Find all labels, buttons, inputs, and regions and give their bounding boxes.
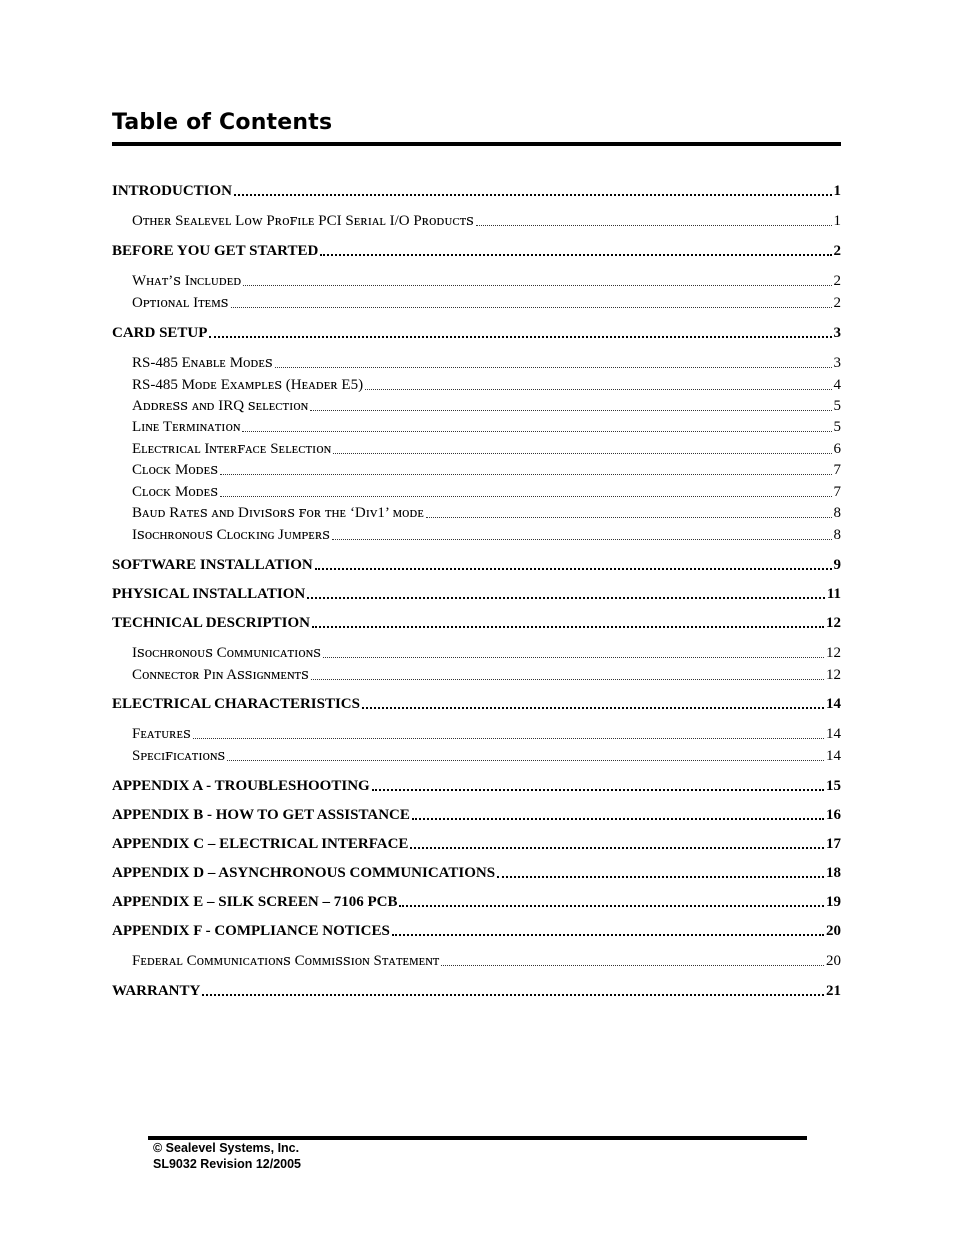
toc-entry-label: Cʟᴏᴄᴋ Mᴏᴅᴇꜱ [132, 462, 219, 478]
toc-entry-page: 2 [833, 273, 841, 289]
dot-leader [441, 965, 824, 966]
toc-entry[interactable] [112, 664, 841, 684]
toc-entry[interactable] [112, 524, 841, 544]
toc-entry-page: 19 [826, 894, 841, 910]
toc-entry-label: APPENDIX B - HOW TO GET ASSISTANCE [112, 807, 410, 823]
toc-entry-label: ELECTRICAL CHARACTERISTICS [112, 696, 360, 712]
toc-entry[interactable] [112, 438, 841, 458]
dot-leader [410, 847, 824, 849]
dot-leader [227, 760, 824, 761]
toc-entry[interactable] [112, 723, 841, 743]
dot-leader [311, 679, 824, 680]
toc-entry-label: APPENDIX A - TROUBLESHOOTING [112, 778, 370, 794]
dot-leader [243, 285, 831, 286]
toc-entry-page: 2 [833, 243, 841, 259]
dot-leader [426, 517, 831, 518]
dot-leader [234, 194, 831, 196]
toc-entry[interactable] [112, 862, 841, 882]
toc-entry[interactable] [112, 554, 841, 574]
dot-leader [315, 568, 832, 570]
toc-entry[interactable] [112, 980, 841, 1000]
toc-entry-page: 6 [833, 441, 841, 457]
footer-copyright: © Sealevel Systems, Inc. [153, 1141, 300, 1155]
toc-entry[interactable] [112, 804, 841, 824]
toc-entry[interactable] [112, 583, 841, 603]
toc-entry-label: Wʜᴀᴛ’ꜱ Iɴᴄʟᴜᴅᴇᴅ [132, 273, 242, 289]
toc-entry-label: Eʟᴇᴄᴛʀɪᴄᴀʟ Iɴᴛᴇʀꜰᴀᴄᴇ Sᴇʟᴇᴄᴛɪᴏɴ [132, 441, 332, 457]
toc-entry-label: Fᴇᴅᴇʀᴀʟ Cᴏᴍᴍᴜɴɪᴄᴀᴛɪᴏɴꜱ Cᴏᴍᴍɪꜱꜱɪᴏɴ Sᴛᴀᴛᴇᴍᴇɴᴛ [132, 953, 440, 969]
toc-entry[interactable] [112, 920, 841, 940]
toc-entry[interactable] [112, 270, 841, 290]
toc-entry[interactable] [112, 352, 841, 372]
toc-entry-page: 9 [833, 557, 841, 573]
toc-entry[interactable] [112, 891, 841, 911]
toc-entry-page: 14 [826, 748, 841, 764]
toc-entry-label: Fᴇᴀᴛᴜʀᴇꜱ [132, 726, 191, 742]
toc-entry-label: Oᴛʜᴇʀ Sᴇᴀʟᴇᴠᴇʟ Lᴏᴡ Pʀᴏꜰɪʟᴇ PCI Sᴇʀɪᴀʟ I/O Pʀᴏᴅᴜᴄᴛꜱ [132, 213, 474, 229]
toc-entry[interactable] [112, 459, 841, 479]
title-divider [112, 142, 841, 146]
toc-entry[interactable] [112, 642, 841, 662]
toc-entry[interactable] [112, 481, 841, 501]
toc-entry-page: 18 [826, 865, 841, 881]
toc-entry-page: 21 [826, 983, 841, 999]
dot-leader [333, 453, 831, 454]
toc-entry-page: 8 [833, 527, 841, 543]
dot-leader [476, 225, 832, 226]
toc-entry[interactable] [112, 374, 841, 394]
toc-entry[interactable] [112, 745, 841, 765]
dot-leader [412, 818, 824, 820]
toc-entry-label: Iꜱᴏᴄʜʀᴏɴᴏᴜꜱ Cʟᴏᴄᴋɪɴɢ Jᴜᴍᴘᴇʀꜱ [132, 527, 330, 543]
toc-entry-page: 11 [826, 586, 841, 602]
toc-entry-page: 8 [833, 505, 841, 521]
toc-entry-label: APPENDIX F - COMPLIANCE NOTICES [112, 923, 390, 939]
dot-leader [220, 474, 831, 475]
toc-entry-label: Cʟᴏᴄᴋ Mᴏᴅᴇꜱ [132, 484, 219, 500]
toc-entry-label: RS-485 Mᴏᴅᴇ Exᴀᴍᴘʟᴇꜱ (Hᴇᴀᴅᴇʀ E5) [132, 377, 364, 393]
footer-revision: SL9032 Revision 12/2005 [153, 1157, 302, 1171]
toc-entry[interactable] [112, 693, 841, 713]
toc-entry-label: TECHNICAL DESCRIPTION [112, 615, 310, 631]
toc-entry-label: Oᴘᴛɪᴏɴᴀʟ Iᴛᴇᴍꜱ [132, 295, 229, 311]
toc-entry-page: 15 [826, 778, 841, 794]
toc-entry-label: SOFTWARE INSTALLATION [112, 557, 313, 573]
toc-entry-label: APPENDIX C – ELECTRICAL INTERFACE [112, 836, 409, 852]
dot-leader [497, 876, 824, 878]
toc-entry-label: APPENDIX E – SILK SCREEN – 7106 PCB [112, 894, 398, 910]
toc-entry-label: Iꜱᴏᴄʜʀᴏɴᴏᴜꜱ Cᴏᴍᴍᴜɴɪᴄᴀᴛɪᴏɴꜱ [132, 645, 321, 661]
toc-entry-page: 17 [826, 836, 841, 852]
dot-leader [332, 539, 832, 540]
toc-entry-label: APPENDIX D – ASYNCHRONOUS COMMUNICATIONS [112, 865, 496, 881]
dot-leader [399, 905, 824, 907]
toc-entry-page: 5 [833, 419, 841, 435]
dot-leader [362, 707, 824, 709]
toc-entry-label: Bᴀᴜᴅ Rᴀᴛᴇꜱ ᴀɴᴅ Dɪᴠɪꜱᴏʀꜱ ꜰᴏʀ ᴛʜᴇ ‘Dɪᴠ1’ ᴍᴏᴅᴇ [132, 505, 425, 521]
dot-leader [242, 431, 831, 432]
toc-entry-page: 7 [833, 484, 841, 500]
toc-entry-label: PHYSICAL INSTALLATION [112, 586, 306, 602]
toc-entry[interactable] [112, 950, 841, 970]
toc-entry[interactable] [112, 833, 841, 853]
toc-entry-label: Sᴘᴇᴄɪꜰɪᴄᴀᴛɪᴏɴꜱ [132, 748, 226, 764]
dot-leader [312, 626, 824, 628]
dot-leader [392, 934, 824, 936]
dot-leader [365, 389, 831, 390]
toc-entry-page: 3 [833, 325, 841, 341]
toc-entry-label: WARRANTY [112, 983, 201, 999]
toc-entry[interactable] [112, 416, 841, 436]
dot-leader [320, 254, 831, 256]
toc-entry[interactable] [112, 240, 841, 260]
toc-entry-label: RS-485 Eɴᴀʙʟᴇ Mᴏᴅᴇꜱ [132, 355, 273, 371]
toc-entry[interactable] [112, 612, 841, 632]
toc-entry-page: 20 [826, 953, 841, 969]
toc-entry-label: Aᴅᴅʀᴇꜱꜱ ᴀɴᴅ IRQ ꜱᴇʟᴇᴄᴛɪᴏɴ [132, 398, 309, 414]
footer-divider [148, 1136, 807, 1140]
toc-entry-page: 1 [833, 213, 841, 229]
dot-leader [307, 597, 825, 599]
toc-entry-label: CARD SETUP [112, 325, 208, 341]
dot-leader [193, 738, 824, 739]
toc-entry-label: Lɪɴᴇ Tᴇʀᴍɪɴᴀᴛɪᴏɴ [132, 419, 241, 435]
toc-entry-page: 4 [833, 377, 841, 393]
toc-entry-label: INTRODUCTION [112, 183, 233, 199]
toc-entry-page: 14 [826, 726, 841, 742]
dot-leader [323, 657, 824, 658]
toc-entry-page: 5 [833, 398, 841, 414]
toc-entry-page: 7 [833, 462, 841, 478]
toc-entry[interactable] [112, 395, 841, 415]
dot-leader [231, 307, 832, 308]
toc-entry-page: 14 [826, 696, 841, 712]
toc-entry[interactable] [112, 322, 841, 342]
toc-entry[interactable] [112, 292, 841, 312]
toc-entry-label: BEFORE YOU GET STARTED [112, 243, 319, 259]
toc-entry[interactable] [112, 502, 841, 522]
toc-entry[interactable] [112, 775, 841, 795]
dot-leader [372, 789, 824, 791]
dot-leader [202, 994, 824, 996]
dot-leader [310, 410, 831, 411]
toc-entry[interactable] [112, 210, 841, 230]
toc-entry-page: 16 [826, 807, 841, 823]
toc-entry-page: 2 [833, 295, 841, 311]
toc-entry-page: 12 [826, 615, 841, 631]
toc-entry-page: 20 [826, 923, 841, 939]
dot-leader [275, 367, 832, 368]
dot-leader [220, 496, 831, 497]
toc-entry-label: Cᴏɴɴᴇᴄᴛᴏʀ Pɪɴ Aꜱꜱɪɢɴᴍᴇɴᴛꜱ [132, 667, 309, 683]
toc-entry[interactable] [112, 180, 841, 200]
toc-entry-page: 12 [826, 645, 841, 661]
page-title: Table of Contents [112, 110, 333, 135]
dot-leader [209, 336, 831, 338]
toc-entry-page: 12 [826, 667, 841, 683]
toc-entry-page: 1 [833, 183, 841, 199]
toc-entry-page: 3 [833, 355, 841, 371]
